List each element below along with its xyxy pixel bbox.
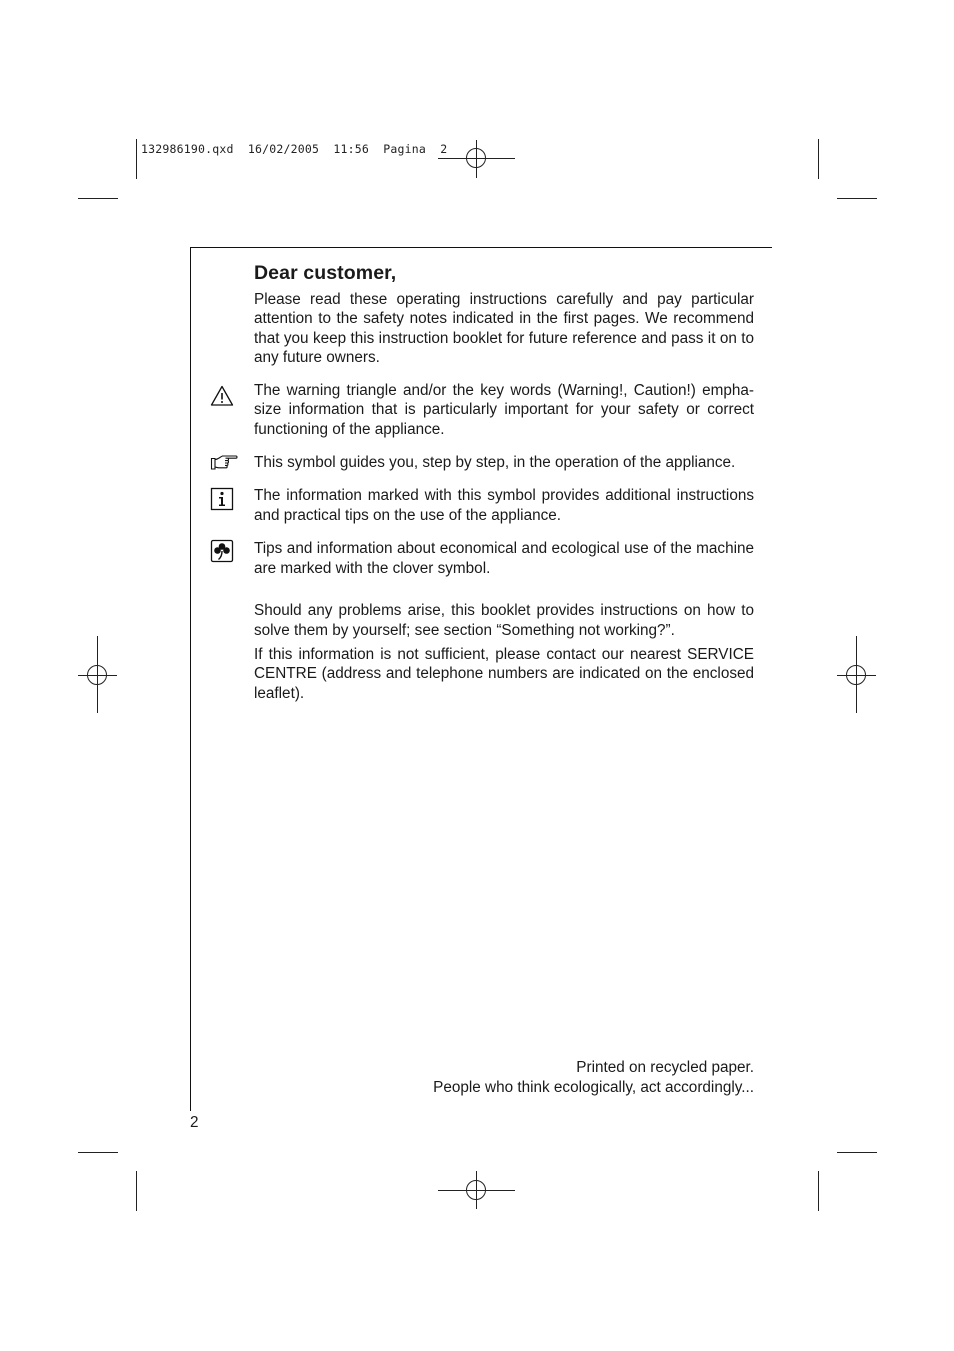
warning-paragraph: The warning triangle and/or the key words (Warning!, Caution!) emphasize information that is particularly important for your safety or correct functioning of the appliance. bbox=[254, 382, 754, 438]
frame-left-rule bbox=[190, 247, 191, 1111]
crop-mark bbox=[818, 139, 819, 179]
page-number: 2 bbox=[190, 1114, 199, 1131]
warning-triangle-icon bbox=[210, 384, 234, 408]
crop-mark bbox=[818, 1171, 819, 1211]
page-title: Dear customer, bbox=[254, 262, 397, 284]
info-icon bbox=[210, 487, 234, 511]
printer-slug: 132986190.qxd 16/02/2005 11:56 Pagina 2 bbox=[141, 142, 448, 156]
intro-paragraph: Please read these operating instructions carefully and pay particular attention to the safety notes indicated in the first pages. We recommend that you keep this instruction booklet for future reference and pass it on to any future owners. bbox=[254, 291, 754, 366]
problems-paragraph: Should any problems arise, this booklet provides instructions on how to solve them by yourself; see section “Something not working?”. bbox=[254, 601, 754, 639]
recycled-paper-note bbox=[433, 1058, 754, 1098]
crop-mark bbox=[837, 198, 877, 199]
crop-mark bbox=[78, 198, 118, 199]
crop-mark bbox=[78, 1152, 118, 1153]
hand-paragraph: This symbol guides you, step by step, in the operation of the appliance. bbox=[254, 454, 736, 472]
crop-mark bbox=[136, 139, 137, 179]
crop-mark bbox=[837, 1152, 877, 1153]
frame-top-rule bbox=[190, 247, 772, 248]
footer-line-1: Printed on recycled paper. bbox=[576, 1059, 754, 1076]
info-paragraph: The information marked with this symbol provides additional instructions and practical tips on the use of the appliance. bbox=[254, 487, 754, 524]
footer-line-2: People who think ecologically, act accordingly... bbox=[433, 1079, 754, 1096]
crop-mark bbox=[136, 1171, 137, 1211]
service-paragraph: If this information is not sufficient, please contact our nearest SERVICE CENTRE (address and telephone numbers are indicated on the enclosed leaflet). bbox=[254, 645, 754, 702]
clover-paragraph: Tips and information about economical and ecological use of the machine are marked with the clover symbol. bbox=[254, 539, 754, 577]
main-content bbox=[254, 260, 754, 703]
pointing-hand-icon bbox=[210, 451, 238, 475]
clover-icon bbox=[210, 539, 234, 563]
